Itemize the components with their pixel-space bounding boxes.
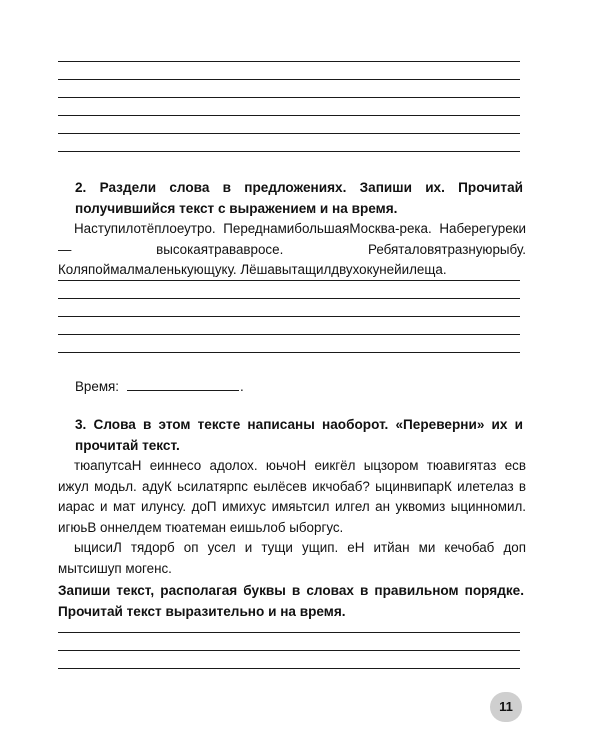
writing-line[interactable] [58,97,520,98]
time-period: . [240,379,244,394]
writing-line[interactable] [58,298,520,299]
task-2-title: 2. Раздели слова в предложениях. Запиши их. Прочитай получившийся текст с выражением и на время. [75,180,523,216]
writing-line[interactable] [58,316,520,317]
task-2-text [58,219,526,281]
writing-line[interactable] [58,352,520,353]
writing-line[interactable] [58,115,520,116]
task-3-text [58,456,526,579]
time-label: Время: [75,379,120,394]
page-number-badge: 11 [490,692,522,722]
writing-line[interactable] [58,61,520,62]
writing-line[interactable] [58,632,520,633]
time-input-blank[interactable] [127,390,239,391]
writing-line[interactable] [58,133,520,134]
writing-line[interactable] [58,650,520,651]
task-4-title: Запиши текст, располагая буквы в словах в правильном порядке. Прочитай текст выразительно и на время. [58,583,524,619]
writing-line[interactable] [58,668,520,669]
task-3-paragraph: ыцисиЛ тядорб оп усел и тущи ущип. еН итйан ми кечобаб доп мытсишуп могенс. [58,540,526,576]
writing-line[interactable] [58,79,520,80]
time-row [75,377,244,397]
task-3-paragraph: тюапутсаН еиннесо адолох. юьчоН еикгёл ыцзором тюавигятаз есв ижул модьл. адуК ьсилатярпс еылёсев икчобаб? ыцинвипарК илетелаз в иарас и мат илунсу. доП имихус имяьтсил илгел ан уквомиз ыцинномил. игюьВ оннелдем тюатеман еишьлоб ыборгус. [58,458,526,535]
task-2-paragraph: Наступилотёплоеутро. ПереднамибольшаяМосква-река. Наберегуреки — высокаятрававросе. Ребяталовятразнуюрыбу. Коляпоймалмаленькующуку. Лёшавытащилдвухокунейилеща. [58,221,526,277]
task-3-title: 3. Слова в этом тексте написаны наоборот. «Переверни» их и прочитай текст. [75,417,523,453]
writing-line[interactable] [58,334,520,335]
writing-line[interactable] [58,151,520,152]
writing-line[interactable] [58,280,520,281]
